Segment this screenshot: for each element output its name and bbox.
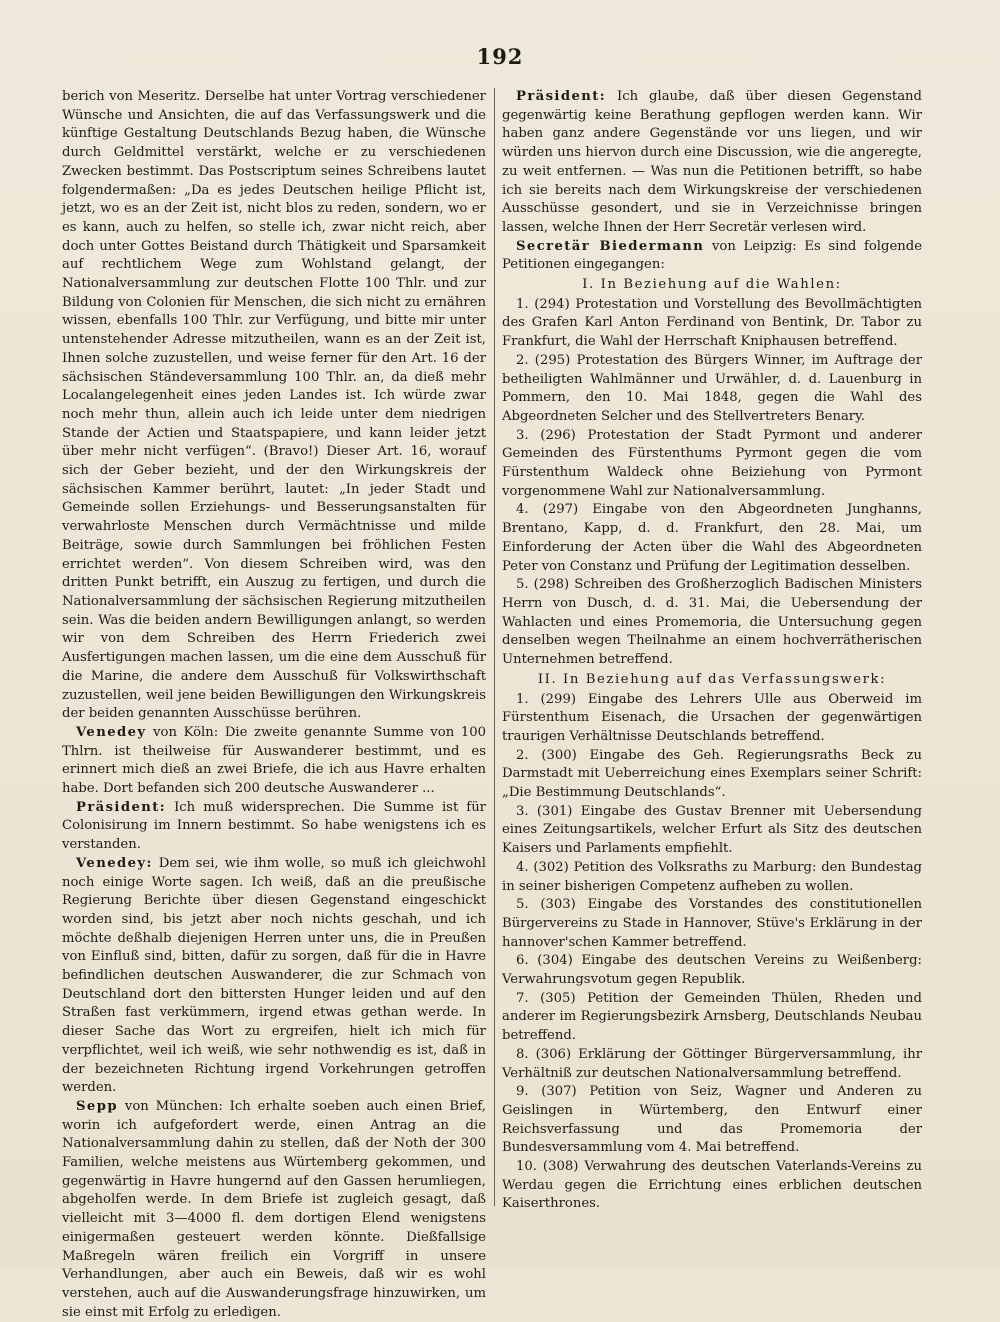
paragraph-text: Dem sei, wie ihm wolle, so muß ich gleichwohl noch einige Worte sagen. Ich weiß, daß an die preußische Regierung Berichte über diesen Gegenstand eingeschickt worden sind, bis jetzt aber noch nichts geschah, und ich möchte deßhalb diejenigen Herren unter uns, die in Preußen von Einfluß sind, bitten, dafür zu sorgen, daß für die in Havre befindlichen deutschen Auswanderer, die zur Schmach von Deutschland dort den bittersten Hunger leiden und auf den Straßen fast verkümmern, irgend etwas gethan werde. In dieser Sache das Wort zu ergreifen, hielt ich mich für verpflichtet, weil ich weiß, wie sehr nothwendig es ist, daß in der bezeichneten Richtung irgend Vorkehrungen getroffen werden. <box>62 855 486 1096</box>
petition-item <box>502 896 922 952</box>
paragraph <box>62 1098 486 1322</box>
petition-text: 1. (294) Protestation und Vorstellung des Bevollmächtigten des Grafen Karl Anton Ferdinand von Bentink, Dr. Tabor zu Frankfurt, die Wahl der Herrschaft Kniphausen betreffend. <box>502 296 922 350</box>
petition-item <box>502 1083 922 1158</box>
paragraph-text: von Leipzig: Es sind folgende Petitionen eingegangen: <box>502 238 923 273</box>
petition-text: 2. (295) Protestation des Bürgers Winner, im Auftrage der betheiligten Wahlmänner und Urwähler, d. d. Lauenburg in Pommern, den 10. Mai 1848, gegen die Wahl des Abgeordneten Selcher und des Stellvertreters Benary. <box>502 352 922 424</box>
petition-item <box>502 501 922 576</box>
paragraph <box>502 238 922 275</box>
paragraph <box>62 724 486 799</box>
paragraph-text: von München: Ich erhalte soeben auch einen Brief, worin ich aufgefordert werde, einen Antrag an die Nationalversammlung dahin zu stellen, daß der Noth der 300 Familien, welche meistens aus Würtemberg gekommen, und gegenwärtig in Havre hungernd auf den Gassen herumliegen, abgeholfen werde. In dem Briefe ist zugleich gesagt, daß vielleicht mit 3—4000 fl. dem dortigen Elend wenigstens einigermaßen gesteuert werden könnte. Dießfallsige Maßregeln wären freilich ein Vorgriff in unsere Verhandlungen, aber auch ein Beweis, daß wir es wohl verstehen, auch auf die Auswanderungsfrage hinzuwirken, um sie einst mit Erfolg zu erledigen. <box>62 1098 486 1320</box>
petition-item <box>502 1158 922 1214</box>
petition-text: 3. (301) Eingabe des Gustav Brenner mit Uebersendung eines Zeitungsartikels, welcher Erfurt als Sitz des deutschen Kaisers und Parlaments empfiehlt. <box>502 803 922 857</box>
paragraph-text: von Köln: Die zweite genannte Summe von 100 Thlrn. ist theilweise für Auswanderer bestimmt, und es erinnert mich dieß an zwei Briefe, die ich aus Havre erhalten habe. Dort befanden sich 200 deutsche Auswanderer ... <box>62 724 486 797</box>
petition-item <box>502 352 922 427</box>
petition-item <box>502 576 922 670</box>
petition-text: 5. (303) Eingabe des Vorstandes des constitutionellen Bürgervereins zu Stade in Hannover, Stüve's Erklärung in der hannover'schen Kammer betreffend. <box>502 897 922 950</box>
paragraph-text: Ich glaube, daß über diesen Gegenstand gegenwärtig keine Berathung gepflogen werden kann. Wir haben ganz andere Gegenstände vor uns liegen, und wir würden uns hiervon durch eine Discussion, wie die angeregte, zu weit entfernen. — Was nun die Petitionen betrifft, so habe ich sie bereits nach dem Wirkungskreise der verschiedenen Ausschüsse gesondert, und sie in Verzeichnisse bringen lassen, welche Ihnen der Herr Secretär verlesen wird. <box>502 89 922 235</box>
petition-item <box>502 747 922 803</box>
right-column <box>502 88 922 1214</box>
petition-text: 1. (299) Eingabe des Lehrers Ulle aus Oberweid im Fürstenthum Eisenach, die Ursachen der gegenwärtigen traurigen Verhältnisse Deutschlands betreffend. <box>502 691 922 744</box>
paragraph-text: Ich muß widersprechen. Die Summe ist für Colonisirung im Innern bestimmt. So habe wenigstens ich es verstanden. <box>62 799 486 853</box>
speaker-name: Venedey: <box>76 855 153 871</box>
petition-item <box>502 691 922 747</box>
petition-text: 3. (296) Protestation der Stadt Pyrmont und anderer Gemeinden des Fürstenthums Pyrmont gegen die vom Fürstenthum Waldeck ohne Beiziehung von Pyrmont vorgenommene Wahl zur Nationalversammlung. <box>502 427 922 499</box>
speaker-name: Präsident: <box>516 89 607 104</box>
section-heading: II. In Beziehung auf das Verfassungswerk: <box>537 671 887 687</box>
left-column <box>62 88 486 1322</box>
petition-text: 5. (298) Schreiben des Großherzoglich Badischen Ministers Herrn von Dusch, d. d. 31. Mai, die Uebersendung der Wahlacten und eines Promemoria, die Untersuchung gegen denselben wegen Theilnahme an einem hochverrätherischen Unternehmen betreffend. <box>502 577 922 668</box>
column-divider <box>494 88 495 1206</box>
paragraph <box>62 855 486 1098</box>
page-number: 192 <box>476 44 524 69</box>
petition-item <box>502 952 922 989</box>
petition-text: 4. (297) Eingabe von den Abgeordneten Junghanns, Brentano, Kapp, d. d. Frankfurt, den 28. Mai, um Einforderung der Acten über die Wahl des Abgeordneten Peter von Constanz und Prüfung der Legitimation desselben. <box>502 502 922 574</box>
petition-item <box>502 803 922 859</box>
petition-text: 7. (305) Petition der Gemeinden Thülen, Rheden und anderer im Regierungsbezirk Arnsberg, Deutschlands Neubau betreffend. <box>502 990 922 1044</box>
section-heading: I. In Beziehung auf die Wahlen: <box>582 277 842 293</box>
petition-text: 4. (302) Petition des Volksraths zu Marburg: den Bundestag in seiner bisherigen Competenz aufheben zu wollen. <box>502 859 922 894</box>
petition-text: 6. (304) Eingabe des deutschen Vereins zu Weißenberg: Verwahrungsvotum gegen Republik. <box>502 953 922 988</box>
petition-item <box>502 859 922 896</box>
petition-item <box>502 427 922 502</box>
speaker-name: Präsident: <box>76 799 167 815</box>
petition-text: 9. (307) Petition von Seiz, Wagner und Anderen zu Geislingen in Würtemberg, den Entwurf einer Reichsverfassung und das Promemoria der Bundesversammlung vom 4. Mai betreffend. <box>502 1084 922 1156</box>
petition-item <box>502 296 922 352</box>
paragraph <box>62 88 486 724</box>
petition-text: 8. (306) Erklärung der Göttinger Bürgerversammlung, ihr Verhältniß zur deutschen Nationalversammlung betreffend. <box>502 1046 922 1081</box>
speaker-name: Secretär Biedermann <box>516 238 705 254</box>
paragraph <box>62 799 486 855</box>
speaker-name: Sepp <box>76 1098 118 1114</box>
paragraph-text: berich von Meseritz. Derselbe hat unter Vortrag verschiedener Wünsche und Ansichten, die auf das Verfassungswerk und die künftige Gestaltung Deutschlands Bezug haben, die Wünsche durch Geldmittel verstärkt, welche er zu verschiedenen Zwecken bestimmt. Das Postscriptum seines Schreibens lautet folgendermaßen: „Da es jedes Deutschen heilige Pflicht ist, jetzt, wo es an der Zeit ist, nicht blos zu reden, sondern, wo er es kann, auch zu helfen, so stelle ich, zwar nicht reich, aber doch unter Gottes Beistand durch Thätigkeit und Sparsamkeit auf rechtlichem Wege zum Wohlstand gelangt, der Nationalversammlung zur deutschen Flotte 100 Thlr. und zur Bildung von Colonien für Menschen, die sich nicht zu ernähren wissen, ebenfalls 100 Thlr. zur Verfügung, und bitte mir unter untenstehender Adresse mitzutheilen, wann es an der Zeit ist, Ihnen solche zuzustellen, und weise ferner für den Art. 16 der sächsischen Ständeversammlung 100 Thlr. an, da dieß mehr Localangelegenheit eines jeden Landes ist. Ich würde zwar noch mehr thun, allein auch ich leide unter dem niedrigen Stande der Actien und Staatspapiere, und kann leider jetzt über mehr nicht verfügen“. (Bravo!) Dieser Art. 16, worauf sich der Geber bezieht, und der den Wirkungskreis der sächsischen Kammer berührt, lautet: „In jeder Stadt und Gemeinde sollen Erziehungs- und Besserungsanstalten für verwahrloste Menschen durch Vermächtnisse und milde Beiträge, sowie durch Sammlungen bei fröhlichen Festen errichtet werden“. Von diesem Schreiben wird, was den dritten Punkt betrifft, ein Auszug zu fertigen, und durch die Nationalversammlung der sächsischen Regierung mitzutheilen sein. Was die beiden andern Bewilligungen anlangt, so werden wir von dem Schreiben des Herrn Friederich zwei Ausfertigungen machen lassen, um die eine dem Ausschuß für die Marine, die andere dem Ausschuß für Volkswirthschaft zuzustellen, weil jene beiden Bewilligungen den Wirkungskreis der beiden genannten Ausschüsse berühren. <box>62 89 486 722</box>
petition-item <box>502 1046 922 1083</box>
speaker-name: Venedey <box>76 724 147 740</box>
petition-text: 2. (300) Eingabe des Geh. Regierungsraths Beck zu Darmstadt mit Ueberreichung eines Exemplars seiner Schrift: „Die Bestimmung Deutschlands“. <box>502 747 922 801</box>
petition-text: 10. (308) Verwahrung des deutschen Vaterlands-Vereins zu Werdau gegen die Errichtung eines erblichen deutschen Kaiserthrones. <box>502 1159 922 1212</box>
petition-item <box>502 990 922 1046</box>
paragraph <box>502 88 922 238</box>
